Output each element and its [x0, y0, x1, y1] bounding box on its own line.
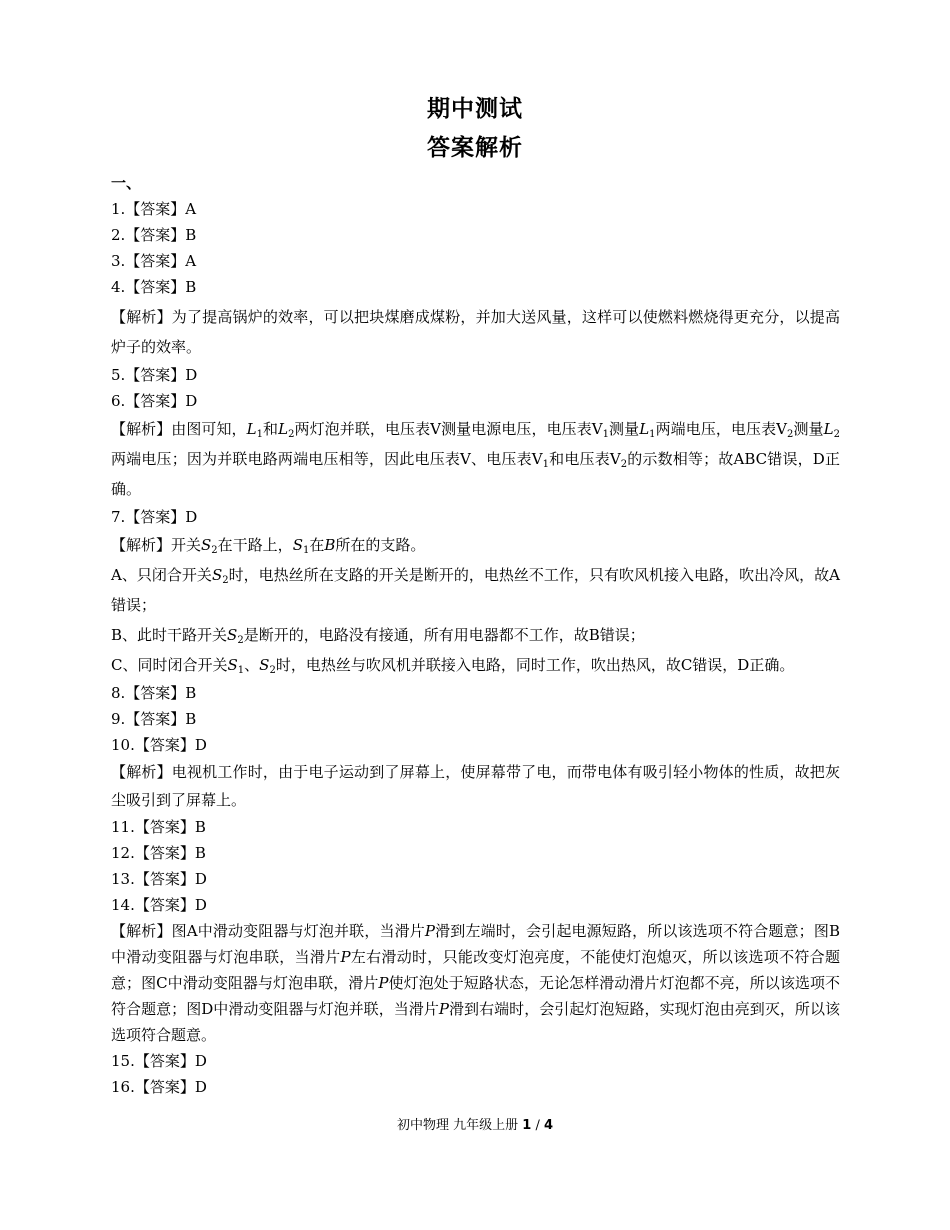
- footer-total-pages: 4: [543, 1118, 554, 1133]
- answer-16: 16.【答案】D: [111, 1078, 207, 1096]
- answer-12: 12.【答案】B: [111, 844, 206, 862]
- answer-15: 15.【答案】D: [111, 1052, 207, 1070]
- answer-2: 2.【答案】B: [111, 226, 197, 244]
- explanation-7-option-a: A、只闭合开关$S_2$时，电热丝所在支路的开关是断开的，电热丝不工作，只有吹风机接入电路，吹出冷风，故A错误；: [111, 566, 840, 614]
- page-footer: [0, 1114, 950, 1133]
- answer-11: 11.【答案】B: [111, 818, 206, 836]
- answer-5: 5.【答案】D: [111, 366, 198, 384]
- answer-9: 9.【答案】B: [111, 710, 197, 728]
- footer-course: 初中物理 九年级上册: [396, 1118, 519, 1133]
- explanation-7-option-c: C、同时闭合开关$S_1$、$S_2$时，电热丝与吹风机并联接入电路，同时工作，吹出热风，故C错误，D正确。: [111, 656, 795, 676]
- answer-7: 7.【答案】D: [111, 508, 198, 526]
- answer-13: 13.【答案】D: [111, 870, 207, 888]
- answer-14: 14.【答案】D: [111, 896, 207, 914]
- answer-1: 1.【答案】A: [111, 200, 197, 218]
- answer-10: 10.【答案】D: [111, 736, 207, 754]
- explanation-6: 【解析】由图可知，$L_1$和$L_2$两灯泡并联，电压表V测量电源电压，电压表$V_1$测量$L_1$两端电压，电压表$V_2$测量$L_2$两端电压；因为并联电路两端电压相等，因此电压表V、电压表$V_1$和电压表$V_2$的示数相等；故ABC错误，D正确。: [111, 420, 841, 498]
- page-subtitle: 答案解析: [427, 135, 523, 161]
- explanation-14: 【解析】图A中滑动变阻器与灯泡并联，当滑片P滑到左端时，会引起电源短路，所以该选项不符合题意；图B中滑动变阻器与灯泡串联，当滑片P左右滑动时，只能改变灯泡亮度，不能使灯泡熄灭，所以该选项不符合题意；图C中滑动变阻器与灯泡串联，滑片P使灯泡处于短路状态，无论怎样滑动滑片灯泡都不亮，所以该选项不符合题意；图D中滑动变阻器与灯泡并联，当滑片P滑到右端时，会引起灯泡短路，实现灯泡由亮到灭，所以该选项符合题意。: [111, 922, 840, 1044]
- answer-content: [111, 170, 840, 1100]
- answer-4: 4.【答案】B: [111, 278, 197, 296]
- answer-3: 3.【答案】A: [111, 252, 197, 270]
- answer-8: 8.【答案】B: [111, 684, 197, 702]
- footer-page-number: 1: [522, 1118, 532, 1133]
- explanation-10: 【解析】电视机工作时，由于电子运动到了屏幕上，使屏幕带了电，而带电体有吸引轻小物体的性质，故把灰尘吸引到了屏幕上。: [111, 763, 840, 809]
- explanation-7-intro: 【解析】开关$S_2$在干路上，$S_1$在B所在的支路。: [111, 536, 426, 556]
- explanation-4: 【解析】为了提高锅炉的效率，可以把块煤磨成煤粉，并加大送风量，这样可以使燃料燃烧得更充分，以提高炉子的效率。: [111, 308, 840, 356]
- answer-6: 6.【答案】D: [111, 392, 198, 410]
- section-heading: 一、: [111, 174, 142, 192]
- footer-separator: /: [535, 1118, 540, 1133]
- explanation-7-option-b: B、此时干路开关$S_2$是断开的，电路没有接通，所有用电器都不工作，故B错误；: [111, 626, 645, 646]
- page-title: 期中测试: [427, 96, 523, 122]
